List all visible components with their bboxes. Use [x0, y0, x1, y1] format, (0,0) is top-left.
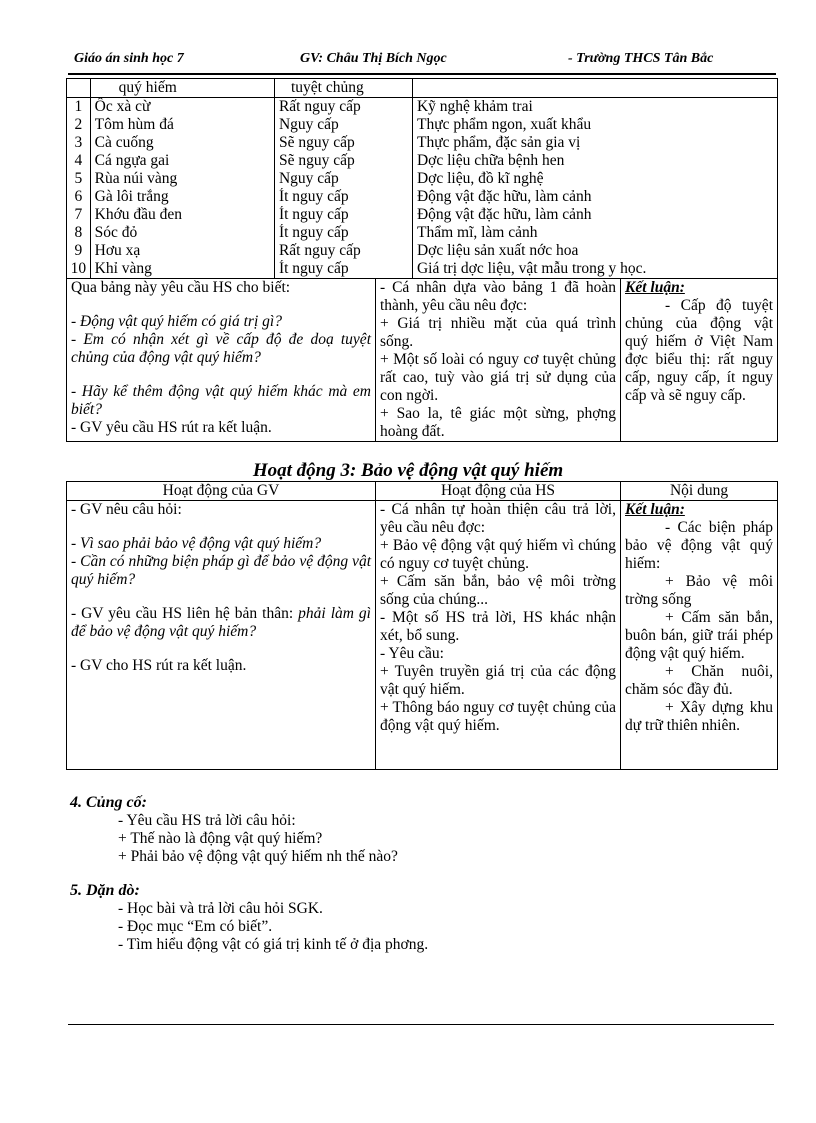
hs-point: - Cá nhân tự hoàn thiện câu trả lời, yêu cầu nêu đợc: — [380, 501, 616, 536]
hs-activity-cell — [376, 501, 621, 770]
threat-level: Nguy cấp — [278, 116, 339, 133]
gv-question: - GV nêu câu hỏi: — [71, 501, 182, 518]
animal-name: Sóc đỏ — [94, 224, 138, 241]
section4-line: + Phải bảo vệ động vật quý hiếm nh thế nào? — [118, 848, 398, 865]
row-number: 1 — [74, 98, 83, 115]
gv-activity-cell — [67, 279, 376, 442]
animal-name: Gà lôi trắng — [94, 188, 169, 205]
cell — [67, 79, 91, 98]
hs-point: - Yêu cầu: — [380, 645, 444, 662]
threat-level: Ít nguy cấp — [278, 188, 349, 205]
header-school: - Trường THCS Tân Bắc — [568, 51, 714, 66]
section5-title: 5. Dặn dò: — [70, 882, 140, 899]
conclusion-text: + Cấm săn bắn, buôn bán, giữ trái phép động vật quý hiếm. — [625, 609, 773, 662]
section5-line: - Đọc mục “Em có biết”. — [118, 918, 273, 935]
conclusion-text: + Chăn nuôi, chăm sóc đầy đủ. — [625, 663, 773, 698]
gv-question: - Hãy kể thêm động vật quý hiếm khác mà em biết? — [71, 383, 371, 418]
animal-value: Thực phẩm, đặc sản gia vị — [416, 134, 581, 151]
threat-level: Rất nguy cấp — [278, 242, 361, 259]
animal-name: Rùa núi vàng — [94, 170, 178, 187]
gv-instruction: - GV yêu cầu HS rút ra kết luận. — [71, 419, 272, 436]
table-row-partial — [67, 79, 778, 98]
header-rule — [68, 73, 776, 75]
conclusion-text: - Các biện pháp bảo vệ động vật quý hiếm: — [625, 519, 773, 572]
animal-name: Tôm hùm đá — [94, 116, 174, 133]
row-number: 10 — [70, 260, 87, 277]
row-number: 3 — [74, 134, 83, 151]
animal-value: Động vật đặc hữu, làm cảnh — [416, 188, 592, 205]
table-header-row — [67, 482, 778, 501]
gv-question: - Em có nhận xét gì về cấp độ đe doạ tuyệt chủng của động vật quý hiếm? — [71, 331, 371, 366]
content-cell — [621, 501, 778, 770]
hs-point: - Một số HS trả lời, HS khác nhận xét, bổ sung. — [380, 609, 616, 644]
footer-rule — [68, 1024, 774, 1025]
animal-value: Động vật đặc hữu, làm cảnh — [416, 206, 592, 223]
table-row-body — [67, 98, 778, 279]
header-teacher: GV: Châu Thị Bích Ngọc — [300, 51, 447, 66]
section4-line: - Yêu cầu HS trả lời câu hỏi: — [118, 812, 296, 829]
hs-point: + Một số loài có nguy cơ tuyệt chủng rất cao, tuỳ vào giá trị sử dụng của con ngời. — [380, 351, 616, 404]
section5-line: - Tìm hiểu động vật có giá trị kinh tế ở địa phơng. — [118, 936, 429, 953]
row-number: 4 — [74, 152, 83, 169]
hs-point: + Cấm săn bắn, bảo vệ môi trờng sống của chúng... — [380, 573, 616, 608]
animal-name: Khớu đầu đen — [94, 206, 183, 223]
row-number: 2 — [74, 116, 83, 133]
cell: tuyệt chủng — [274, 79, 412, 98]
animal-value: Thẩm mĩ, làm cảnh — [416, 224, 538, 241]
hs-point: + Bảo vệ động vật quý hiếm vì chúng có nguy cơ tuyệt chủng. — [380, 537, 616, 572]
rare-animals-table — [66, 78, 778, 279]
value-column — [412, 98, 777, 279]
hs-activity-cell — [376, 279, 621, 442]
animal-name: Hơu xạ — [94, 242, 141, 259]
hs-point: - Cá nhân dựa vào bảng 1 đã hoàn thành, yêu cầu nêu đợc: — [380, 279, 616, 314]
conclusion-title: Kết luận: — [625, 279, 685, 296]
column-header-content: Nội dung — [621, 482, 778, 501]
page-header — [72, 50, 776, 70]
section4-line: + Thế nào là động vật quý hiếm? — [118, 830, 323, 847]
hs-point: + Sao la, tê giác một sừng, phợng hoàng đất. — [380, 405, 616, 440]
activity3-title: Hoạt động 3: Bảo vệ động vật quý hiếm — [252, 460, 564, 481]
animal-value: Dợc liệu, đồ kĩ nghệ — [416, 170, 544, 187]
gv-instruction-italic: phải làm gì để bảo vệ động vật quý hiếm? — [71, 605, 371, 640]
threat-level: Ít nguy cấp — [278, 224, 349, 241]
conclusion-title: Kết luận: — [625, 501, 685, 518]
animal-name: Ốc xà cừ — [94, 98, 151, 115]
gv-intro: Qua bảng này yêu cầu HS cho biết: — [71, 279, 291, 296]
animal-value: Thực phẩm ngon, xuất khẩu — [416, 116, 592, 133]
gv-question: - Động vật quý hiếm có giá trị gì? — [71, 313, 282, 330]
animal-name: Cá ngựa gai — [94, 152, 170, 169]
threat-level: Ít nguy cấp — [278, 206, 349, 223]
table-row — [67, 279, 778, 442]
row-number: 5 — [74, 170, 83, 187]
gv-instruction: - GV cho HS rút ra kết luận. — [71, 657, 247, 674]
column-header-gv: Hoạt động của GV — [67, 482, 376, 501]
section4-title: 4. Củng cố: — [70, 794, 147, 811]
row-number: 7 — [74, 206, 83, 223]
content-cell — [621, 279, 778, 442]
animal-value: Giá trị dợc liệu, vật mẫu trong y học. — [416, 260, 647, 277]
cell: quý hiếm — [90, 79, 274, 98]
gv-instruction — [71, 605, 371, 641]
column-header-hs: Hoạt động của HS — [376, 482, 621, 501]
section5-line: - Học bài và trả lời câu hỏi SGK. — [118, 900, 323, 917]
gv-instruction-prefix: - GV yêu cầu HS liên hệ bản thân: — [71, 605, 299, 622]
gv-question: - Cần có những biện pháp gì để bảo vệ động vật quý hiếm? — [71, 553, 371, 588]
conclusion-text: - Cấp độ tuyệt chủng của động vật quý hiếm ở Việt Nam đợc biểu thị: rất nguy cấp, nguy cấp, ít nguy cấp và sẽ nguy cấp. — [625, 297, 773, 404]
hs-point: + Tuyên truyền giá trị của các động vật quý hiếm. — [380, 663, 616, 698]
row-number: 9 — [74, 242, 83, 259]
activity3-table — [66, 481, 778, 770]
threat-level: Sẽ nguy cấp — [278, 152, 355, 169]
gv-question: - Vì sao phải bảo vệ động vật quý hiếm? — [71, 535, 322, 552]
gv-activity-cell — [67, 501, 376, 770]
animal-value: Dợc liệu chữa bệnh hen — [416, 152, 565, 169]
activity2-table — [66, 278, 778, 442]
threat-level: Ít nguy cấp — [278, 260, 349, 277]
animal-name-column — [90, 98, 274, 279]
animal-name: Khỉ vàng — [94, 260, 152, 277]
table-row — [67, 501, 778, 770]
cell — [412, 79, 777, 98]
threat-level: Rất nguy cấp — [278, 98, 361, 115]
hs-point: + Thông báo nguy cơ tuyệt chủng của động vật quý hiếm. — [380, 699, 616, 734]
animal-name: Cà cuống — [94, 134, 154, 151]
header-subject: Giáo án sinh học 7 — [74, 51, 184, 66]
threat-level: Nguy cấp — [278, 170, 339, 187]
animal-value: Kỹ nghệ khảm trai — [416, 98, 533, 115]
threat-level: Sẽ nguy cấp — [278, 134, 355, 151]
animal-value: Dợc liệu sản xuất nớc hoa — [416, 242, 579, 259]
row-number: 8 — [74, 224, 83, 241]
conclusion-text: + Bảo vệ môi trờng sống — [625, 573, 773, 608]
number-column — [67, 98, 91, 279]
hs-point: + Giá trị nhiều mặt của quá trình sống. — [380, 315, 616, 350]
conclusion-text: + Xây dựng khu dự trữ thiên nhiên. — [625, 699, 773, 734]
row-number: 6 — [74, 188, 83, 205]
threat-level-column — [274, 98, 412, 279]
